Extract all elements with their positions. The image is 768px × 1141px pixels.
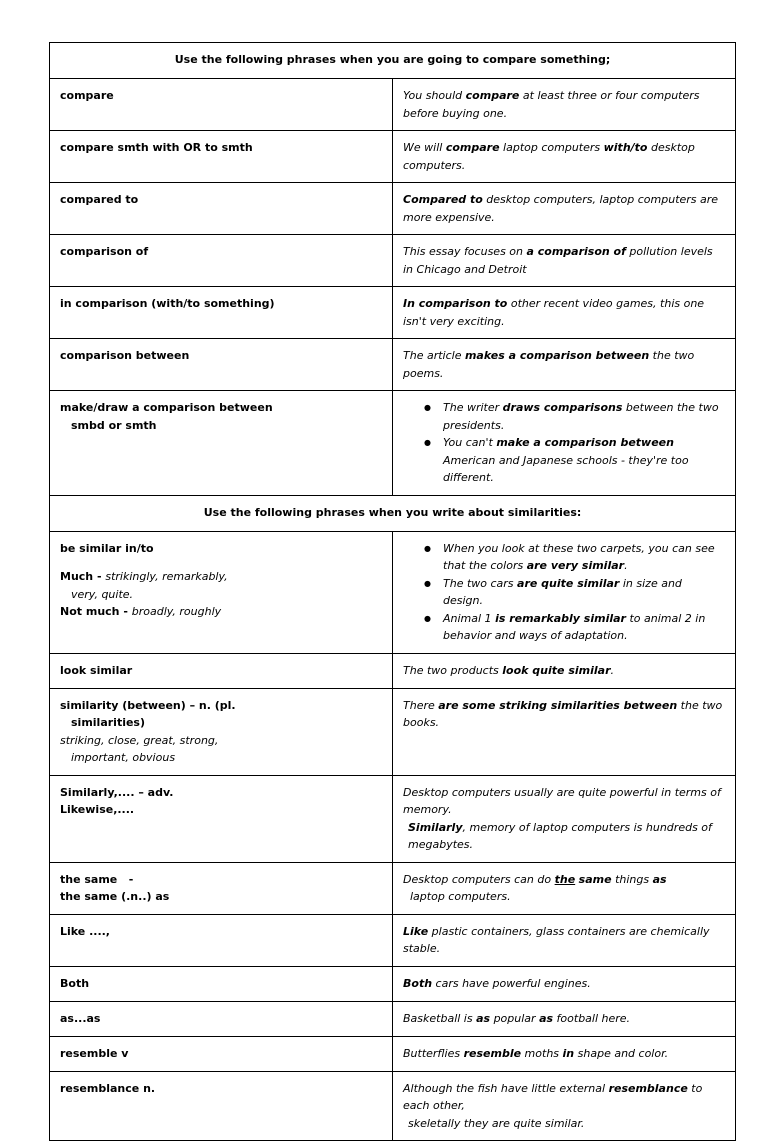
phrase-cell: make/draw a comparison between smbd or smth — [50, 391, 393, 496]
table-row — [50, 862, 736, 914]
example-cell: Desktop computers can do the same things as laptop computers. — [393, 862, 736, 914]
phrase-cell: be similar in/to Much - strikingly, remarkably, very, quite. Not much - broadly, roughly — [50, 531, 393, 653]
example-cell: In comparison to other recent video games, this one isn't very exciting. — [393, 287, 736, 339]
table-row — [50, 339, 736, 391]
table-row — [50, 1036, 736, 1071]
example-cell: Desktop computers usually are quite powerful in terms of memory. Similarly, memory of laptop computers is hundreds of megabytes. — [393, 775, 736, 862]
table-row — [50, 183, 736, 235]
section-header-row — [50, 495, 736, 531]
phrase-cell: the same - the same (.n..) as — [50, 862, 393, 914]
section-header-row — [50, 43, 736, 79]
table-row — [50, 966, 736, 1001]
phrase-cell: comparison of — [50, 235, 393, 287]
example-cell: Although the fish have little external resemblance to each other, skeletally they are quite similar. — [393, 1071, 736, 1141]
table-row — [50, 391, 736, 496]
example-cell: Both cars have powerful engines. — [393, 966, 736, 1001]
section-title-compare: Use the following phrases when you are going to compare something; — [50, 43, 736, 79]
phrase-cell: as...as — [50, 1001, 393, 1036]
phrase-cell: similarity (between) – n. (pl. similarities) striking, close, great, strong, important, obvious — [50, 688, 393, 775]
example-cell: The article makes a comparison between the two poems. — [393, 339, 736, 391]
example-cell: Like plastic containers, glass containers are chemically stable. — [393, 914, 736, 966]
example-cell: The two products look quite similar. — [393, 653, 736, 688]
table-row — [50, 131, 736, 183]
example-list — [403, 540, 725, 645]
example-list — [403, 399, 725, 487]
phrase-cell: resemblance n. — [50, 1071, 393, 1141]
example-cell: Basketball is as popular as football here. — [393, 1001, 736, 1036]
example-cell: You should compare at least three or four computers before buying one. — [393, 79, 736, 131]
table-row — [50, 653, 736, 688]
phrase-cell: compared to — [50, 183, 393, 235]
phrase-cell: resemble v — [50, 1036, 393, 1071]
example-cell: This essay focuses on a comparison of pollution levels in Chicago and Detroit — [393, 235, 736, 287]
phrase-cell: Both — [50, 966, 393, 1001]
table-row — [50, 775, 736, 862]
list-item: ● The writer draws comparisons between the two presidents. — [443, 399, 725, 434]
example-cell: There are some striking similarities between the two books. — [393, 688, 736, 775]
phrase-cell: in comparison (with/to something) — [50, 287, 393, 339]
phrases-table — [49, 42, 736, 1141]
table-row — [50, 235, 736, 287]
table-row — [50, 531, 736, 653]
list-item: ● The two cars are quite similar in size and design. — [443, 575, 725, 610]
table-row — [50, 79, 736, 131]
phrase-cell: Like ...., — [50, 914, 393, 966]
example-cell — [393, 391, 736, 496]
example-cell — [393, 531, 736, 653]
table-row — [50, 914, 736, 966]
example-cell: We will compare laptop computers with/to desktop computers. — [393, 131, 736, 183]
list-item: ● When you look at these two carpets, you can see that the colors are very similar. — [443, 540, 725, 575]
table-row — [50, 1001, 736, 1036]
phrase-cell: compare — [50, 79, 393, 131]
table-row — [50, 688, 736, 775]
phrase-cell: compare smth with OR to smth — [50, 131, 393, 183]
section-title-similarities: Use the following phrases when you write about similarities: — [50, 495, 736, 531]
phrase-cell: look similar — [50, 653, 393, 688]
phrase-cell: comparison between — [50, 339, 393, 391]
example-cell: Butterflies resemble moths in shape and color. — [393, 1036, 736, 1071]
table-row — [50, 1071, 736, 1141]
example-cell: Compared to desktop computers, laptop computers are more expensive. — [393, 183, 736, 235]
list-item: ● You can't make a comparison between American and Japanese schools - they're too different. — [443, 434, 725, 487]
table-row — [50, 287, 736, 339]
phrase-cell: Similarly,.... – adv. Likewise,.... — [50, 775, 393, 862]
list-item: ● Animal 1 is remarkably similar to animal 2 in behavior and ways of adaptation. — [443, 610, 725, 645]
